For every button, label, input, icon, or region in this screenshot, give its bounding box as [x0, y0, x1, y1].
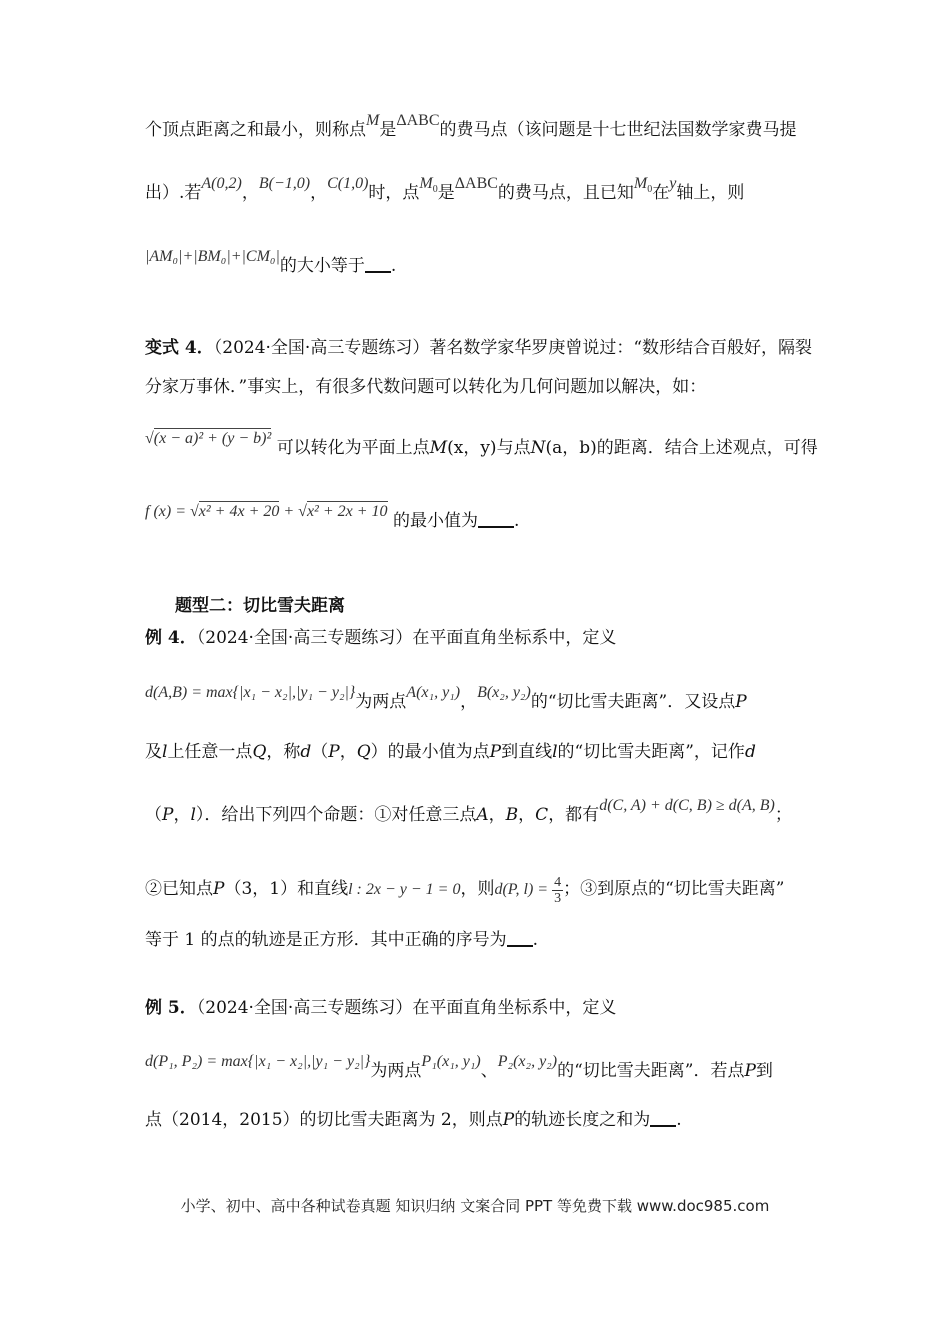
math-distance-value: d(P, l) = $\frac{4}{3}$ [494, 875, 562, 906]
example4-line-5: ②已知点P（3，1）和直线l : 2x − y − 1 = 0，则d(P, l) = $\frac{4}{3}$ ；③到原点的“切比雪夫距离” [145, 875, 785, 906]
example5-line-2: d(P₁, P₂) = max{|x₁ − x₂|,|y₁ − y₂|}为两点P₁(x₁, y₁)、P₂(x₂, y₂)的“切比雪夫距离”．若点P到 [145, 1053, 773, 1081]
text: 在平面直角坐标系中，定义 [412, 998, 617, 1018]
math-M: M [366, 112, 380, 129]
math-function: f (x) = √x² + 4x + 20 + √x² + 2x + 10 [145, 503, 388, 520]
source-tag: （2024·全国·高三专题练习） [196, 628, 413, 648]
text: 与点 [496, 438, 531, 458]
text: 在 [652, 183, 670, 203]
example4-line-1 [145, 626, 810, 650]
math-triangle: ΔABC [396, 112, 440, 129]
math-triangle-inequality: d(C, A) + d(C, B) ≥ d(A, B) [599, 797, 775, 814]
text: 的最小值为 [392, 511, 478, 531]
text: 分家万事休．”事实上，有很多代数问题可以转化为几何问题加以解决，如： [145, 377, 707, 397]
math-line-equation: l : 2x − y − 1 = 0 [348, 881, 461, 899]
math-M: M [429, 438, 448, 458]
math-M0: $M_0$ [633, 175, 653, 195]
example-label: 例 5． [145, 998, 197, 1018]
variant4-line-1 [145, 336, 813, 360]
text: 是 [437, 183, 455, 203]
answer-blank [650, 1109, 676, 1127]
example4-line-3: 及l上任意一点Q，称d（P，Q）的最小值为点P到直线l的“切比雪夫距离”，记作d [145, 742, 756, 762]
example5-line-3: 点（2014，2015）的切比雪夫距离为 2，则点P的轨迹长度之和为 . [145, 1110, 682, 1130]
text: 个顶点距离之和最小，则称点 [145, 120, 366, 140]
source-tag: （2024·全国·高三专题练习） [196, 998, 413, 1018]
source-tag: （2024·全国·高三专题练习） [213, 338, 430, 358]
example-label: 例 4． [145, 628, 197, 648]
example4-line-2: d(A,B) = max{|x₁ − x₂|,|y₁ − y₂|}为两点A(x₁, y₁)，B(x₂, y₂)的“切比雪夫距离”．又设点P [145, 684, 747, 712]
text: 的费马点，且已知 [497, 183, 634, 203]
math-point-P2: P₂(x₂, y₂) [497, 1053, 558, 1070]
text: 的“切比雪夫距离”．又设点 [530, 692, 736, 712]
math-chebyshev-def: d(P₁, P₂) = max{|x₁ − x₂|,|y₁ − y₂|} [145, 1053, 371, 1070]
text: 时，点 [368, 183, 420, 203]
section-title: 题型二：切比雪夫距离 [175, 596, 345, 616]
fermat-line-1 [145, 112, 810, 143]
answer-blank [478, 510, 514, 528]
variant4-line-4 [145, 503, 810, 534]
math-point-P1: P₁(x₁, y₁) [421, 1053, 481, 1070]
math-P: P [735, 692, 747, 712]
variant4-line-2 [145, 375, 810, 399]
text: 是 [379, 120, 397, 140]
math-sum-distances: |AM₀|+|BM₀|+|CM₀| [145, 248, 280, 265]
answer-blank [365, 255, 391, 273]
math-point-B: B(x₂, y₂) [477, 684, 531, 701]
math-point-B: B(−1,0) [258, 175, 311, 192]
math-point-C: C(1,0) [327, 175, 369, 192]
text: 为两点 [355, 692, 407, 712]
math-M0: $M_0$ [419, 175, 438, 195]
text: 在平面直角坐标系中，定义 [412, 628, 617, 648]
fermat-line-2: 出）.若A(0,2)，B(−1,0)，C(1,0)时，点$M_0$是ΔABC的费马点，且已知$M_0$在y轴上，则 [145, 175, 745, 203]
math-chebyshev-def: d(A,B) = max{|x₁ − x₂|,|y₁ − y₂|} [145, 684, 356, 701]
footer-text: 小学、初中、高中各种试卷真题 知识归纳 文案合同 PPT 等免费下载 www.doc985.com [180, 1197, 770, 1215]
math-N: N [530, 438, 546, 458]
answer-blank [507, 929, 533, 947]
example5-line-1 [145, 996, 810, 1020]
math-y: y [669, 175, 677, 192]
math-coords: (x，y) [447, 438, 497, 458]
text: . [390, 256, 397, 276]
math-coords: (a，b) [545, 438, 597, 458]
text: 轴上，则 [676, 183, 745, 203]
text: 的距离．结合上述观点，可得 [596, 438, 818, 458]
math-point-A: A(x₁, y₁) [406, 684, 461, 701]
text: 的大小等于 [279, 256, 365, 276]
variant4-line-3 [145, 430, 818, 461]
text: 的费马点（该问题是十七世纪法国数学家费马提 [439, 120, 797, 140]
example4-line-4: （P，l）．给出下列四个命题：①对任意三点A，B，C，都有d(C, A) + d(C, B) ≥ d(A, B)； [145, 797, 792, 825]
fermat-line-3 [145, 248, 810, 279]
math-point-A: A(0,2) [201, 175, 242, 192]
text: . [513, 511, 520, 531]
text: 出）.若 [145, 183, 202, 203]
text: 可以转化为平面上点 [276, 438, 430, 458]
variant-label: 变式 4． [145, 338, 214, 358]
example4-line-6: 等于 1 的点的轨迹是正方形．其中正确的序号为 . [145, 930, 539, 950]
math-triangle: ΔABC [454, 175, 498, 192]
math-sqrt-expr: √(x − a)² + (y − b)² [145, 430, 272, 447]
text: 著名数学家华罗庚曾说过：“数形结合百般好，隔裂 [429, 338, 813, 358]
